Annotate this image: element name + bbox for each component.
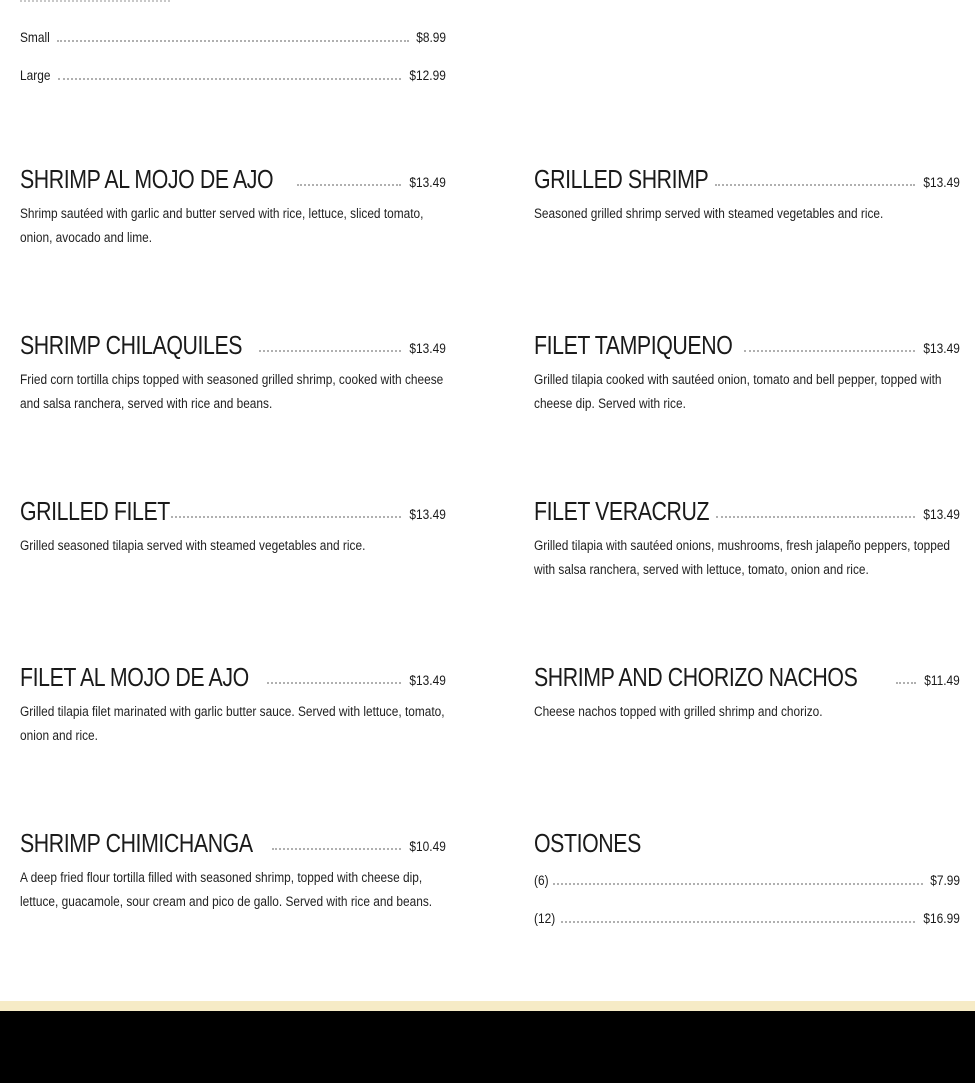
size-label: Large bbox=[20, 67, 51, 83]
item-description: Seasoned grilled shrimp served with steamed vegetables and rice. bbox=[534, 206, 884, 221]
item-price: $13.49 bbox=[409, 672, 446, 688]
dot-leader bbox=[171, 516, 401, 518]
item-price: $13.49 bbox=[923, 340, 960, 356]
dot-leader bbox=[267, 682, 401, 684]
item-name: FILET VERACRUZ bbox=[534, 496, 710, 526]
item-name: OSTIONES bbox=[534, 828, 641, 858]
item-name: SHRIMP AL MOJO DE AJO bbox=[20, 164, 274, 194]
item-name: FILET AL MOJO DE AJO bbox=[20, 662, 249, 692]
dot-leader bbox=[716, 516, 916, 518]
menu-item-shrimp-and-chorizo-nachos bbox=[534, 656, 960, 724]
option-price: $7.99 bbox=[930, 872, 960, 888]
ostiones-row-6 bbox=[534, 861, 960, 899]
dot-leader bbox=[561, 921, 915, 923]
page-footer bbox=[0, 1011, 975, 1083]
item-description: Grilled tilapia cooked with sautéed onion, tomato and bell pepper, topped with cheese dip. Served with rice. bbox=[534, 372, 942, 411]
ostiones-options bbox=[534, 861, 960, 937]
dot-leader bbox=[57, 40, 409, 42]
dot-leader bbox=[553, 883, 923, 885]
menu-item-grilled-filet bbox=[20, 490, 446, 558]
item-name: SHRIMP AND CHORIZO NACHOS bbox=[534, 662, 858, 692]
dot-leader bbox=[297, 184, 401, 186]
dot-leader bbox=[896, 682, 916, 684]
item-name: SHRIMP CHIMICHANGA bbox=[20, 828, 253, 858]
menu-item-filet-al-mojo-de-ajo bbox=[20, 656, 446, 748]
dot-leader bbox=[715, 184, 916, 186]
menu-item-grilled-shrimp bbox=[534, 158, 960, 226]
item-name: SHRIMP CHILAQUILES bbox=[20, 330, 243, 360]
footer-accent-band bbox=[0, 1001, 975, 1011]
cut-off-heading bbox=[20, 0, 170, 2]
dot-leader bbox=[259, 350, 401, 352]
item-name: GRILLED SHRIMP bbox=[534, 164, 709, 194]
option-label: (12) bbox=[534, 910, 556, 926]
menu-item-shrimp-chilaquiles bbox=[20, 324, 446, 416]
menu-item-shrimp-al-mojo-de-ajo bbox=[20, 158, 446, 250]
item-description: Grilled tilapia filet marinated with garlic butter sauce. Served with lettuce, tomato, onion and rice. bbox=[20, 704, 445, 743]
menu-item-ostiones bbox=[534, 822, 960, 856]
item-price: $11.49 bbox=[924, 672, 960, 688]
option-label: (6) bbox=[534, 872, 549, 888]
size-price: $12.99 bbox=[409, 67, 446, 83]
menu-item-shrimp-chimichanga bbox=[20, 822, 446, 914]
size-price: $8.99 bbox=[416, 29, 446, 45]
menu-item-filet-veracruz bbox=[534, 490, 960, 582]
item-price: $13.49 bbox=[409, 506, 446, 522]
item-description: Cheese nachos topped with grilled shrimp and chorizo. bbox=[534, 704, 823, 719]
item-price: $13.49 bbox=[923, 506, 960, 522]
size-row-small bbox=[20, 18, 446, 56]
item-price: $13.49 bbox=[409, 174, 446, 190]
size-options bbox=[20, 18, 446, 94]
dot-leader bbox=[58, 78, 401, 80]
item-price: $13.49 bbox=[409, 340, 446, 356]
item-description: Fried corn tortilla chips topped with seasoned grilled shrimp, cooked with cheese and salsa ranchera, served with rice and beans. bbox=[20, 372, 444, 411]
size-row-large bbox=[20, 56, 446, 94]
option-price: $16.99 bbox=[923, 910, 960, 926]
item-description: Grilled tilapia with sautéed onions, mushrooms, fresh jalapeño peppers, topped with salsa ranchera, served with lettuce, tomato, onion and rice. bbox=[534, 538, 951, 577]
item-name: FILET TAMPIQUENO bbox=[534, 330, 733, 360]
item-description: Grilled seasoned tilapia served with steamed vegetables and rice. bbox=[20, 538, 366, 553]
item-description: Shrimp sautéed with garlic and butter served with rice, lettuce, sliced tomato, onion, avocado and lime. bbox=[20, 206, 424, 245]
item-price: $13.49 bbox=[923, 174, 960, 190]
size-label: Small bbox=[20, 29, 50, 45]
dot-leader bbox=[272, 848, 401, 850]
menu-item-filet-tampiqueno bbox=[534, 324, 960, 416]
item-description: A deep fried flour tortilla filled with seasoned shrimp, topped with cheese dip, lettuce, guacamole, sour cream and pico de gallo. Served with rice and beans. bbox=[20, 870, 433, 909]
item-name: GRILLED FILET bbox=[20, 496, 170, 526]
item-price: $10.49 bbox=[409, 838, 446, 854]
dot-leader bbox=[744, 350, 915, 352]
ostiones-row-12 bbox=[534, 899, 960, 937]
